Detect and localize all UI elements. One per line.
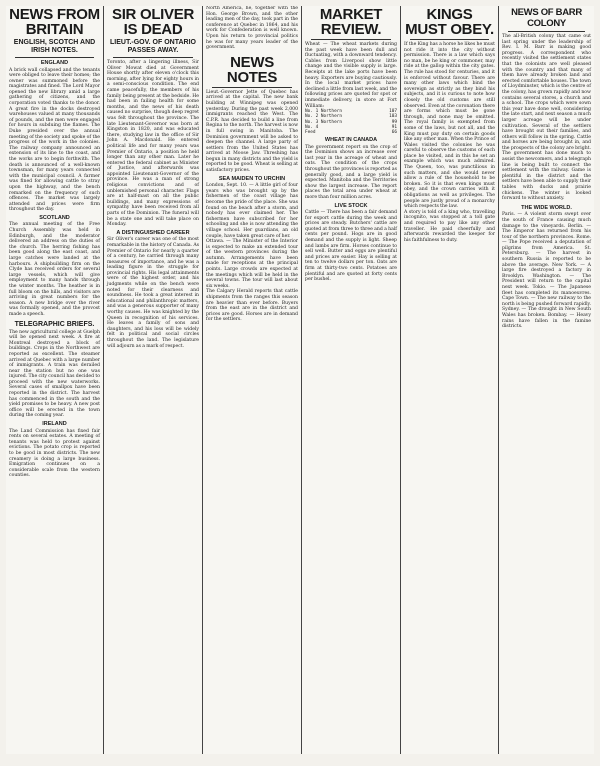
divider bbox=[212, 87, 292, 88]
divider bbox=[410, 39, 489, 40]
article-body: Wheat — The wheat markets during the past week have been dull and fluctuating, with a downward tendency. Cables from Liverpool show little change and the visible supply is large. Receipts at the lake ports have been heavy. Exporters are buying cautiously. In the local market prices have declined a little from last week, and the following prices are quoted for spot or immediate delivery, in store at Fort William: bbox=[305, 42, 397, 109]
article-body: The annual meeting of the Free Church Assembly was held in Edinburgh, and the moderator delivered an address on the duties of the church. The herring fishing has been good along the east coast, and large catches were landed at the harbours. A shipbuilding firm on the Clyde has received orders for several large vessels, which will give employment to many hands through the winter months. The heather is in full bloom on the hills, and visitors are arriving in great numbers for the season. A new bridge over the river was formally opened, and the provost made a speech. bbox=[9, 222, 100, 317]
section-heading: IRELAND bbox=[42, 421, 67, 428]
grade-label: No. 1 Northern bbox=[305, 109, 343, 115]
headline: NEWS FROM BRITAIN bbox=[9, 6, 100, 38]
divider bbox=[508, 31, 585, 32]
divider bbox=[15, 57, 94, 58]
headline: MARKET REVIEW. bbox=[319, 6, 383, 38]
article-body: The Land Commission has fixed fair rents on several estates. A meeting of tenants was held to protest against evictions. The potato crop is reported to be good in most districts. The new creamery is doing a large business. Emigration continues on a considerable scale from the western counties. bbox=[9, 428, 100, 479]
section-heading: SEA MAIDEN TO URCHIN bbox=[218, 175, 286, 182]
subheadline: LIEUT.-GOV. OF ONTARIO PASSES AWAY. bbox=[110, 39, 196, 54]
column-kings-must-obey bbox=[401, 6, 498, 754]
section-heading: LIVE STOCK bbox=[334, 202, 368, 209]
article-body: The government report on the crop of the Dominion shows an increase over last year in the acreage of wheat and oats. The condition of the crops throughout the provinces is reported as generally good, and a large yield is expected. Manitoba and the Territories show the largest increase. The report places the total area under wheat at more than four million acres. bbox=[305, 144, 397, 200]
headline: SIR OLIVER IS DEAD bbox=[111, 6, 194, 38]
grade-label: Feed bbox=[305, 129, 316, 135]
grade-price: 99 bbox=[391, 119, 397, 125]
grade-price: 66 bbox=[391, 129, 397, 135]
article-body: The Calgary Herald reports that cattle shipments from the ranges this season are heavier than ever before. Buyers from the east are in the district and prices are good. Horses are in demand for the settlers. bbox=[206, 289, 298, 323]
article-body: If the King has a horse he likes he must not ride it into the city without permission. There is a law which says no man, be he king or commoner, may ride at the gallop within the city gates. The rule has stood for centuries, and it is enforced without favour. There are many other laws which bind the sovereign as strictly as they bind his subjects, and it is curious to note how closely the old customs are still observed. Even at the coronation there are forms which must be gone through, and none may be omitted. The royal family is exempted from some of the laws, but not all, and the King must pay duty on certain goods like any other man. When the Prince of Wales visited the colonies he was careful to observe the customs of each place he visited, and in this he set an example which was much admired. The Queen, too, was punctilious in such matters, and she would never allow a rule of the household to be broken. So it is that even kings must obey, and the crown carries with it obligations as well as privileges. The people are justly proud of a monarchy which respects the law. bbox=[404, 42, 495, 210]
newspaper-page bbox=[6, 6, 594, 754]
article-body: London, Sept. 10. — A little girl of four years who was brought up by the fishermen of the coast village has become the pride of the place. She was found on the beach after a storm, and nobody has ever claimed her. The fishermen have subscribed for her schooling and she is now attending the village school. Her guardians, an old couple, have taken great care of her. bbox=[206, 183, 298, 239]
headline: NEWS OF BARR COLONY bbox=[511, 7, 582, 29]
section-heading: SCOTLAND bbox=[39, 214, 70, 221]
section-headline: TELEGRAPHIC BRIEFS. bbox=[14, 320, 95, 328]
column-news-from-britain bbox=[6, 6, 103, 754]
subheadline: ENGLISH, SCOTCH AND IRISH NOTES. bbox=[13, 39, 96, 54]
article-body: The new agricultural college at Guelph will be opened next week. A fire at Montreal destroyed a block of buildings. Crops in the Northwest are reported as excellent. The steamer arrived at Quebec with a large number of immigrants. A train was derailed near the station but no one was injured. The city council has decided to proceed with the new waterworks. Several cases of smallpox have been reported in the district. The harvest has commenced in the south and the yield promises to be heavy. A new post office will be erected in the town during the coming year. bbox=[9, 329, 100, 419]
column-sir-oliver bbox=[104, 6, 202, 754]
article-body: A story is told of a king who, travelling incognito, was stopped at a toll gate and required to pay like any other traveller. He paid cheerfully and afterwards rewarded the keeper for his faithfulness to duty. bbox=[404, 209, 495, 243]
headline: NEWS NOTES bbox=[226, 53, 278, 86]
column-news-notes bbox=[203, 6, 301, 754]
article-body: Sir Oliver's career was one of the most remarkable in the history of Canada. As Premier of Ontario for nearly a quarter of a century, he carried through many measures of importance, and he was a leading figure in the struggle for provincial rights. His legal attainments were of the highest order, and his judgments while on the bench were noted for their clearness and soundness. He took a great interest in educational and philanthropic matters, and was a generous supporter of many worthy causes. He was knighted by the Queen in recognition of his services. He leaves a family of sons and daughters, and his loss will be widely felt in political and social circles throughout the land. The legislature will adjourn as a mark of respect. bbox=[107, 237, 199, 349]
grade-price: 91 bbox=[391, 124, 397, 130]
grade-label: No. 2 Northern bbox=[305, 114, 343, 120]
grade-label: No. 4 bbox=[305, 124, 319, 130]
article-body: North America, he, together with the Hon. George Brown, and the other leading men of the day, took part in the conference at Quebec in 1864, and his work for Confederation is well known. Upon his return to provincial politics he was for many years leader of the government. bbox=[206, 6, 298, 51]
article-body: A brick wall collapsed and the tenants were obliged to leave their homes; the owner was summoned before the magistrates and fined. The Lord Mayor opened the new library amid a large gathering of citizens, and the corporation voted thanks to the donor. A great fire in the docks destroyed warehouses valued at many thousands of pounds, and the men were engaged for hours in subduing the flames. The Duke presided over the annual meeting of the society and spoke of the progress of the work in the colonies. The railway company announced an extension of its line to the coast, and the works are to begin forthwith. The death is announced of a well-known townsman, for many years connected with the municipal council. A farmer was fined for allowing cattle to stray upon the highway, and the bench remarked on the frequency of such offences. The market was largely attended and prices were firm throughout the day. bbox=[9, 67, 100, 213]
divider bbox=[311, 39, 391, 40]
price-table bbox=[305, 109, 397, 135]
section-heading: A DISTINGUISHED CAREER bbox=[116, 229, 190, 236]
divider bbox=[113, 57, 193, 58]
price-row bbox=[305, 130, 397, 135]
article-body: Cattle — There has been a fair demand for export cattle during the week and prices are steady. Butchers' cattle are quoted at from three to three and a half cents per pound. Hogs are in good demand and the supply is light. Sheep and lambs are firm. Horses continue to sell well. Butter and eggs are plentiful and prices are easier. Hay is selling at ten to twelve dollars per ton. Oats are firm at thirty-two cents. Potatoes are plentiful and are quoted at forty cents per bushel. bbox=[305, 210, 397, 283]
section-heading: ENGLAND bbox=[40, 60, 69, 66]
article-body: The all-British colony that came out last spring under the leadership of Rev. I. M. Barr is making good progress. A correspondent who recently visited the settlement states that the colonists are well pleased with the country and that many of them have already broken land and erected comfortable houses. The town of Lloydminster, which is the centre of the colony, has grown rapidly and now contains several stores, a church and a school. The crops which were sown this year have done well, considering the late start, and next season a much larger acreage will be under cultivation. Several of the settlers have brought out their families, and others will follow in the spring. Cattle and horses are being brought in, and the prospects of the colony are bright. The government has done much to assist the newcomers, and a telegraph line is being built to connect the settlement with the railway. Game is plentiful in the district and the settlers have been able to supply their tables with ducks and prairie chickens. The winter is looked forward to without anxiety. bbox=[502, 34, 591, 202]
grade-price: 103 bbox=[389, 114, 397, 120]
column-barr-colony bbox=[499, 6, 594, 754]
article-body: Ottawa. — The Minister of the Interior is expected to make an extended tour of the western provinces during the autumn. Arrangements have been made for receptions at the principal points. Large crowds are expected at the meetings which will be held in the several towns. The tour will last about six weeks. bbox=[206, 239, 298, 289]
section-heading: WHEAT IN CANADA bbox=[324, 137, 378, 144]
grade-price: 107 bbox=[389, 109, 397, 115]
column-market-review bbox=[302, 6, 400, 754]
article-body: Paris. — A violent storm swept over the south of France causing much damage to the vineyards. Berlin. — The Emperor has returned from his tour of the northern provinces. Rome. — The Pope received a deputation of pilgrims from America. St. Petersburg. — The harvest in southern Russia is reported to be above the average. New York. — A large fire destroyed a factory in Brooklyn. Washington. — The President will return to the capital next week. Tokio. — The Japanese fleet has completed its manoeuvres. Cape Town. — The new railway to the north is being pushed forward rapidly. Sydney. — The drought in New South Wales has broken. Bombay. — Heavy rains have fallen in the famine districts. bbox=[502, 212, 591, 330]
section-heading: THE WIDE WORLD. bbox=[521, 204, 572, 211]
article-body: Lieut.-Governor Jette of Quebec has arrived at the capital. The new bank building at Winnipeg was opened yesterday. During the past week 2,000 immigrants reached the West. The C.P.R. has decided to build a line from Regina to the north. The harvest is now in full swing in Manitoba. The Dominion government will be asked to deepen the channel. A large party of settlers from the United States has arrived at Moose Jaw. Threshing has begun in many districts and the yield is reported to be good. Wheat is selling at satisfactory prices. bbox=[206, 89, 298, 174]
article-body: Toronto, after a lingering illness, Sir Oliver Mowat died at Government House shortly after eleven o'clock this morning, after lying for eighty hours in a semi-conscious condition. The end came peacefully, the members of his family being present at the bedside. He had been in failing health for some months, and the news of his death caused no surprise, though deep regret was felt throughout the province. The late Lieutenant-Governor was born at Kingston in 1820, and was educated there, studying law in the office of Sir John A. Macdonald. He entered political life and for many years was Premier of Ontario, a position he held longer than any other man. Later he entered the federal cabinet as Minister of Justice, and afterwards was appointed Lieutenant-Governor of the province. He was a man of strong religious convictions and of unblemished personal character. Flags are at half-mast on all the public buildings, and many expressions of sympathy have been received from all parts of the Dominion. The funeral will be a state one and will take place on Monday. bbox=[107, 60, 199, 228]
headline: KINGS MUST OBEY. bbox=[405, 6, 494, 38]
grade-label: No. 3 Northern bbox=[305, 119, 343, 125]
